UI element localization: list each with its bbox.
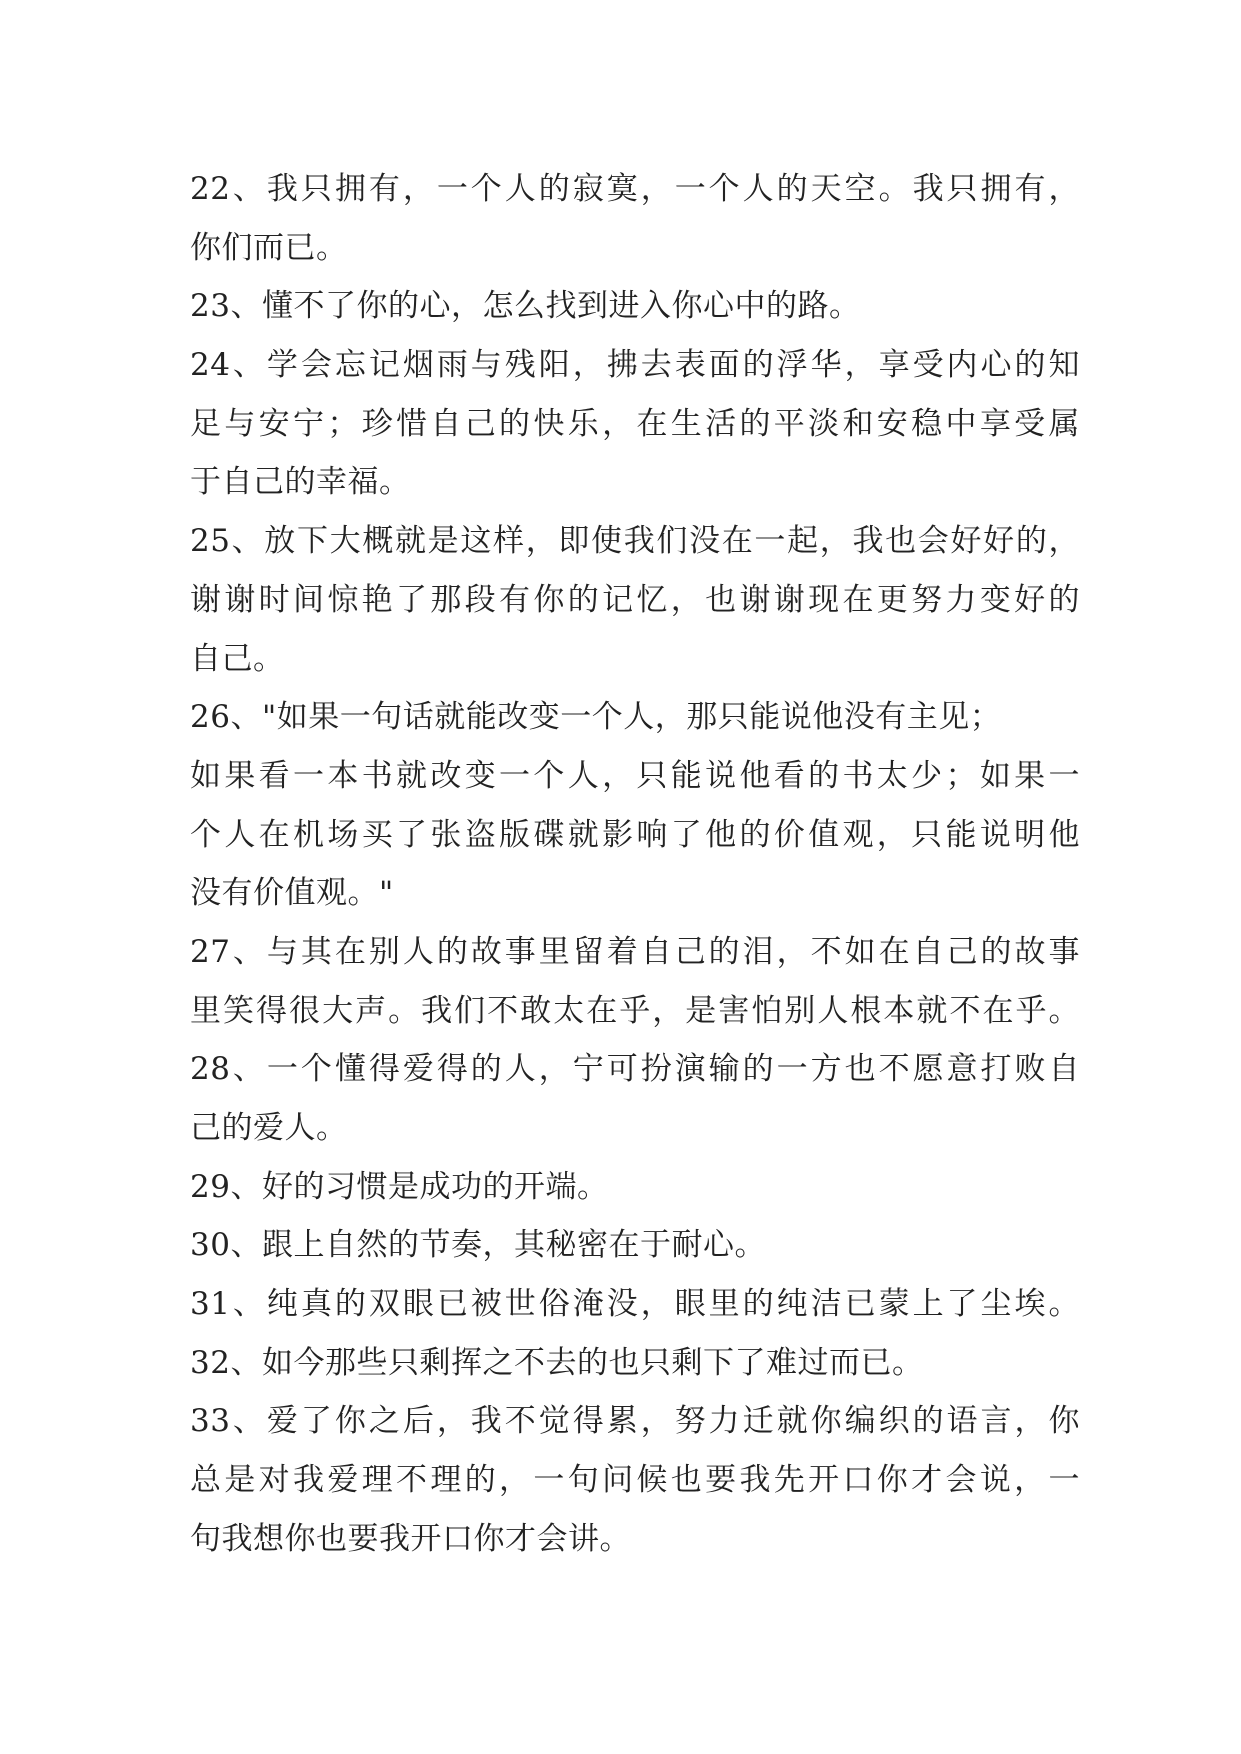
text-line: 30、跟上自然的节奏，其秘密在于耐心。 [190, 1227, 766, 1264]
text-line: 32、如今那些只剩挥之不去的也只剩下了难过而已。 [190, 1344, 924, 1381]
text-line: 个人在机场买了张盗版碟就影响了他的价值观，只能说明他 [190, 816, 1080, 853]
text-line: 句我想你也要我开口你才会讲。 [190, 1520, 631, 1557]
text-line: 23、懂不了你的心，怎么找到进入你心中的路。 [190, 288, 861, 325]
text-line: 27、与其在别人的故事里留着自己的泪，不如在自己的故事 [190, 933, 1080, 970]
text-line: 24、学会忘记烟雨与残阳，拂去表面的浮华，享受内心的知 [190, 347, 1080, 384]
text-line: 31、纯真的双眼已被世俗淹没，眼里的纯洁已蒙上了尘埃。 [190, 1286, 1080, 1323]
text-line: 总是对我爱理不理的，一句问候也要我先开口你才会说，一 [190, 1462, 1080, 1499]
text-line: 自己。 [190, 640, 285, 677]
text-line: 于自己的幸福。 [190, 464, 411, 501]
text-line: 里笑得很大声。我们不敢太在乎，是害怕别人根本就不在乎。 [190, 992, 1080, 1029]
text-line: 28、一个懂得爱得的人，宁可扮演输的一方也不愿意打败自 [190, 1051, 1080, 1088]
text-line: 你们而已。 [190, 229, 348, 266]
text-line: 22、我只拥有，一个人的寂寞，一个人的天空。我只拥有， [190, 171, 1080, 207]
text-line: 没有价值观。" [190, 875, 394, 912]
text-line: 33、爱了你之后，我不觉得累，努力迁就你编织的语言，你 [190, 1403, 1080, 1440]
text-line: 29、好的习惯是成功的开端。 [190, 1168, 609, 1205]
text-line: 26、"如果一句话就能改变一个人，那只能说他没有主见； [190, 699, 1002, 736]
text-line: 如果看一本书就改变一个人，只能说他看的书太少；如果一 [190, 757, 1080, 794]
text-line: 谢谢时间惊艳了那段有你的记忆，也谢谢现在更努力变好的 [190, 581, 1080, 618]
text-line: 己的爱人。 [190, 1110, 348, 1146]
text-line: 足与安宁；珍惜自己的快乐，在生活的平淡和安稳中享受属 [190, 405, 1080, 442]
text-line: 25、放下大概就是这样，即使我们没在一起，我也会好好的， [190, 523, 1080, 560]
document-body [190, 160, 1080, 1569]
